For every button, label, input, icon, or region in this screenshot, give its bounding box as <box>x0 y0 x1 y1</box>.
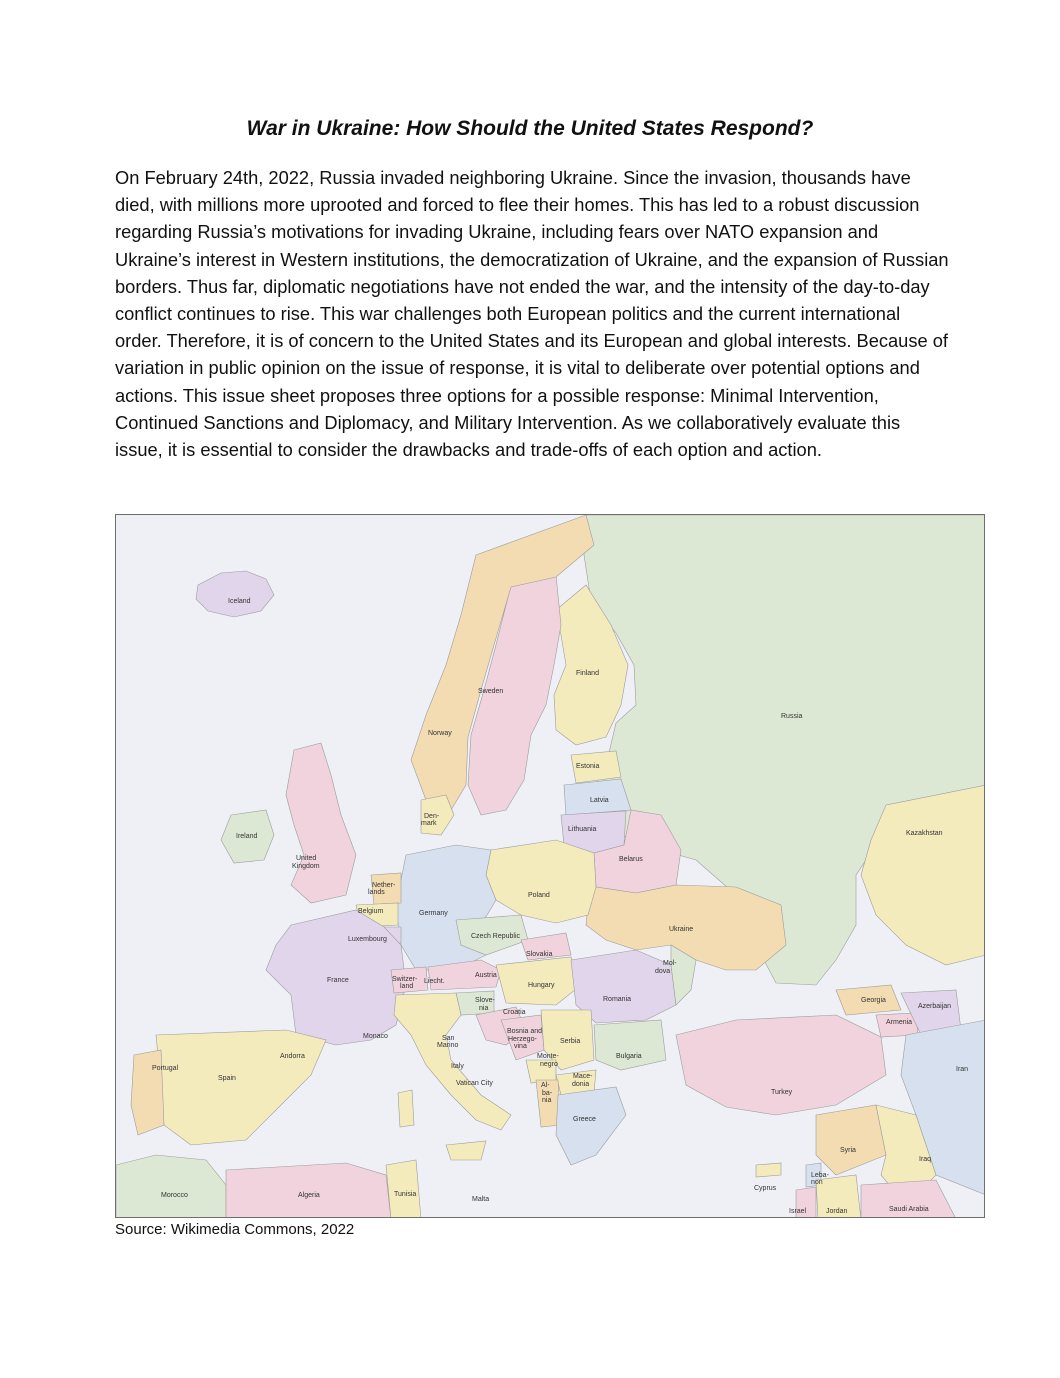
label-kazakhstan: Kazakhstan <box>906 830 943 837</box>
label-algeria: Algeria <box>298 1192 320 1199</box>
label-azerbaijan: Azerbaijan <box>918 1003 952 1010</box>
label-andorra: Andorra <box>280 1053 305 1060</box>
country-uk <box>286 743 356 903</box>
label-turkey: Turkey <box>771 1089 793 1096</box>
document-title: War in Ukraine: How Should the United States Respond? <box>246 117 814 140</box>
label-croatia: Croatia <box>503 1009 526 1016</box>
europe-map-graphic <box>116 515 985 1218</box>
label-albania-1: Al- <box>541 1082 550 1089</box>
label-slovakia: Slovakia <box>526 951 553 958</box>
label-uk-2: Kingdom <box>292 863 320 870</box>
label-georgia: Georgia <box>861 997 886 1004</box>
label-armenia: Armenia <box>886 1019 913 1026</box>
label-morocco: Morocco <box>161 1192 188 1199</box>
label-belarus: Belarus <box>619 856 643 863</box>
label-slovenia-1: Slove- <box>475 997 495 1004</box>
europe-map <box>115 514 985 1218</box>
label-estonia: Estonia <box>576 763 600 770</box>
label-albania-2: ba- <box>542 1090 553 1097</box>
label-bosnia-3: vina <box>514 1043 527 1050</box>
label-malta: Malta <box>472 1196 490 1203</box>
label-italy: Italy <box>451 1063 464 1070</box>
label-montenegro-2: negro <box>540 1061 558 1068</box>
label-romania: Romania <box>603 996 632 1003</box>
label-serbia: Serbia <box>560 1038 581 1045</box>
country-turkey <box>676 1015 886 1115</box>
label-greece: Greece <box>573 1116 596 1123</box>
label-liecht: Liecht. <box>424 978 445 985</box>
label-montenegro-1: Monte- <box>537 1053 559 1060</box>
label-moldova-2: dova <box>655 968 671 975</box>
label-norway: Norway <box>428 730 452 737</box>
label-spain: Spain <box>218 1075 236 1082</box>
label-latvia: Latvia <box>590 797 609 804</box>
label-portugal: Portugal <box>152 1065 179 1072</box>
label-belgium: Belgium <box>358 908 384 915</box>
country-cyprus <box>756 1163 781 1177</box>
label-finland: Finland <box>576 670 599 677</box>
country-spain <box>156 1030 326 1145</box>
label-denmark-1: Den- <box>424 813 440 820</box>
label-netherlands-2: lands <box>368 889 385 896</box>
label-bosnia-2: Herzego- <box>508 1036 537 1043</box>
label-luxembourg: Luxembourg <box>348 936 387 943</box>
label-macedonia-1: Mace- <box>573 1073 593 1080</box>
label-monaco: Monaco <box>363 1033 388 1040</box>
label-lithuania: Lithuania <box>568 826 597 833</box>
map-source-caption: Source: Wikimedia Commons, 2022 <box>115 1221 355 1238</box>
label-san-marino-2: Marino <box>437 1042 459 1049</box>
label-denmark-2: mark <box>421 820 437 827</box>
label-cyprus: Cyprus <box>754 1185 777 1192</box>
label-uk-1: United <box>296 855 317 862</box>
country-iceland <box>196 571 274 617</box>
label-russia: Russia <box>781 713 803 720</box>
country-syria <box>816 1105 886 1175</box>
label-iran: Iran <box>956 1066 969 1073</box>
country-greece <box>556 1087 626 1165</box>
label-switzerland-2: land <box>400 983 414 990</box>
country-portugal <box>131 1050 164 1135</box>
label-hungary: Hungary <box>528 982 555 989</box>
label-austria: Austria <box>475 972 497 979</box>
country-sardinia <box>398 1090 414 1127</box>
label-syria: Syria <box>840 1147 856 1154</box>
country-hungary <box>496 957 581 1005</box>
intro-paragraph: On February 24th, 2022, Russia invaded neighboring Ukraine. Since the invasion, thousands have died, with millions more uprooted and forced to flee their homes. This has led to a robust discussion regarding Russia’s motivations for invading Ukraine, including fears over NATO expansion and Ukraine’s interest in Western institutions, the democratization of Ukraine, and the expansion of Russian borders. Thus far, diplomatic negotiations have not ended the war, and the intensity of the day-to-day conflict continues to rise. This war challenges both European politics and the current international order. Therefore, it is of concern to the United States and its European and global interests. Because of variation in public opinion on the issue of response, it is vital to deliberate over potential options and actions. This issue sheet proposes three options for a possible response: Minimal Intervention, Continued Sanctions and Diplomacy, and Military Intervention. As we collaboratively evaluate this issue, it is essential to consider the drawbacks and trade-offs of each option and action. <box>115 167 949 461</box>
country-tunisia <box>386 1160 421 1218</box>
label-germany: Germany <box>419 910 448 917</box>
label-france: France <box>327 977 349 984</box>
country-sicily <box>446 1141 486 1160</box>
label-bulgaria: Bulgaria <box>616 1053 642 1060</box>
label-switzerland-1: Switzer- <box>392 976 418 983</box>
label-jordan: Jordan <box>826 1208 848 1215</box>
label-albania-3: nia <box>542 1097 552 1104</box>
label-lebanon-1: Leba- <box>811 1172 829 1179</box>
label-netherlands-1: Nether- <box>372 882 396 889</box>
label-ukraine: Ukraine <box>669 926 694 933</box>
label-iraq: Iraq <box>919 1156 932 1163</box>
label-vatican: Vatican City <box>456 1080 493 1087</box>
label-macedonia-2: donia <box>572 1081 590 1088</box>
label-sweden: Sweden <box>478 688 504 695</box>
label-moldova-1: Mol- <box>663 960 677 967</box>
label-lebanon-2: non <box>811 1179 823 1186</box>
country-algeria <box>226 1163 391 1218</box>
label-saudi-arabia: Saudi Arabia <box>889 1206 929 1213</box>
country-bulgaria <box>594 1020 666 1070</box>
label-bosnia-1: Bosnia and <box>507 1028 543 1035</box>
country-poland <box>486 840 596 923</box>
label-ireland: Ireland <box>236 833 258 840</box>
label-poland: Poland <box>528 892 550 899</box>
country-morocco <box>116 1155 226 1218</box>
label-slovenia-2: nia <box>479 1005 489 1012</box>
label-czech: Czech Republic <box>471 933 521 940</box>
label-iceland: Iceland <box>228 598 251 605</box>
label-san-marino-1: San <box>442 1035 455 1042</box>
label-tunisia: Tunisia <box>394 1191 417 1198</box>
label-israel: Israel <box>789 1208 807 1215</box>
